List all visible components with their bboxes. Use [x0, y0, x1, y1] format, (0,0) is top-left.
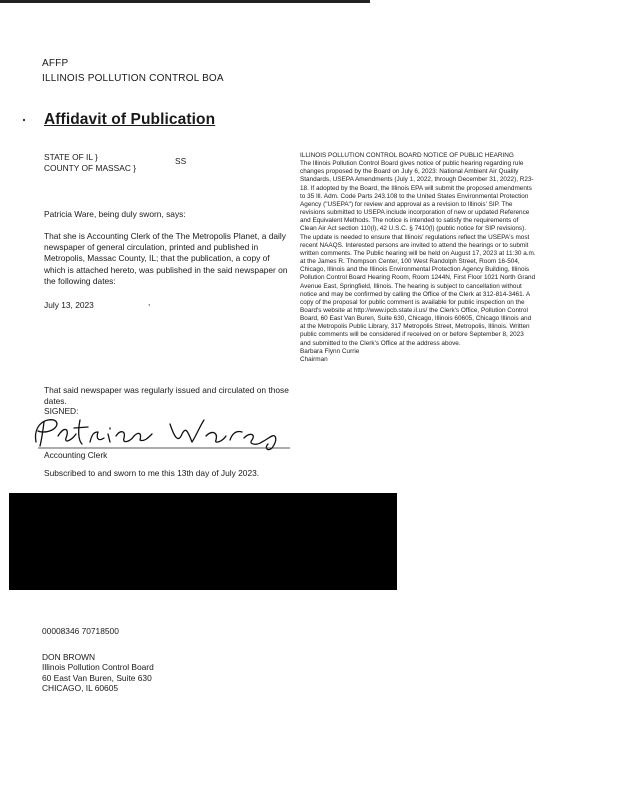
venue-county: COUNTY OF MASSAC } — [44, 163, 136, 173]
header-client: ILLINOIS POLLUTION CONTROL BOA — [42, 73, 224, 84]
signer-title: Accounting Clerk — [44, 450, 108, 460]
notice-heading: ILLINOIS POLLUTION CONTROL BOARD NOTICE OF PUBLIC HEARING — [300, 152, 514, 159]
address-street: 60 East Van Buren, Suite 630 — [42, 672, 152, 683]
publication-date: July 13, 2023 — [44, 300, 94, 310]
affidavit-paragraph: That she is Accounting Clerk of the The Metropolis Planet, a daily newspaper of general circulation, printed and published in Metropolis, Massac County, IL; that the publication, a copy of which is attached hereto, was published in the said newspaper on the following dates: — [44, 231, 288, 286]
notice-body: The Illinois Pollution Control Board gives notice of public hearing regarding rule changes proposed by the Board on July 6, 2023: National Ambient Air Quality Standards, USEPA Amendments (July 1, 2022, through December 31, 2022), R23-18. If adopted by the Board, the Illinois EPA will submit the proposed amendments to 35 Ill. Adm. Code Parts 243.108 to the United States Environmental Protection Agency ("USEPA") for review and approval as a revision to Illinois' SIP. The revisions submitted to USEPA include incorporation of new or updated Reference and Equivalent Methods. The notice is intended to satisfy the requirements of Clean Air Act section 110(l), 42 U.S.C. § 7410(l) (public notice for SIP revisions). The update is needed to ensure that Illinois' regulations reflect the USEPA's most recent NAAQS. Interested persons are invited to attend the hearings or to submit written comments. The Public hearing will be held on August 17, 2023 at 11:30 a.m. at the James R. Thompson Center, 100 West Randolph Street, Room 16-504, Chicago, Illinois and the Illinois Environmental Protection Agency Building, Illinois Pollution Control Board Hearing Room, Room 1244N, First Floor 1021 North Grand Avenue East, Springfield, Illinois. The hearing is subject to cancellation without notice and may be confirmed by calling the Office of the Clerk at 312-814-3461. A copy of the proposal for public comment is available for public inspection on the Board's website at http://www.ipcb.state.il.us/ the Clerk's Office, Pollution Control Board, 60 East Van Buren, Suite 630, Chicago, Illinois 60605, Chicago Illinois and at the Metropolis Public Library, 317 Metropolis Street, Metropolis, Illinois. Written public comments will be considered if received on or before September 8, 2023 and submitted to the Clerk's Office at the address above. — [300, 160, 536, 347]
scan-edge-mark — [0, 0, 370, 3]
redaction-block — [9, 493, 397, 590]
public-notice — [300, 152, 536, 364]
page-title: Affidavit of Publication — [44, 111, 216, 128]
subscribed-statement: Subscribed to and sworn to me this 13th day of July 2023. — [44, 468, 260, 478]
notice-signer-title: Chairman — [300, 355, 328, 363]
venue-ss: SS — [175, 156, 187, 166]
account-number: 00008346 70718500 — [42, 626, 119, 636]
sworn-statement: Patricia Ware, being duly sworn, says: — [44, 209, 186, 219]
mailing-address — [42, 652, 154, 693]
address-name: DON BROWN — [42, 652, 96, 662]
address-org: Illinois Pollution Control Board — [42, 662, 154, 673]
signed-label: SIGNED: — [44, 406, 79, 416]
venue-state: STATE OF IL } — [44, 152, 98, 162]
scan-dot — [23, 119, 25, 121]
date-comma: , — [148, 297, 151, 307]
header-code: AFFP — [42, 58, 69, 69]
notice-signer: Barbara Flynn Currie — [300, 347, 360, 355]
circulation-statement: That said newspaper was regularly issued and circulated on those dates. — [44, 385, 289, 406]
address-city: CHICAGO, IL 60605 — [42, 682, 119, 693]
